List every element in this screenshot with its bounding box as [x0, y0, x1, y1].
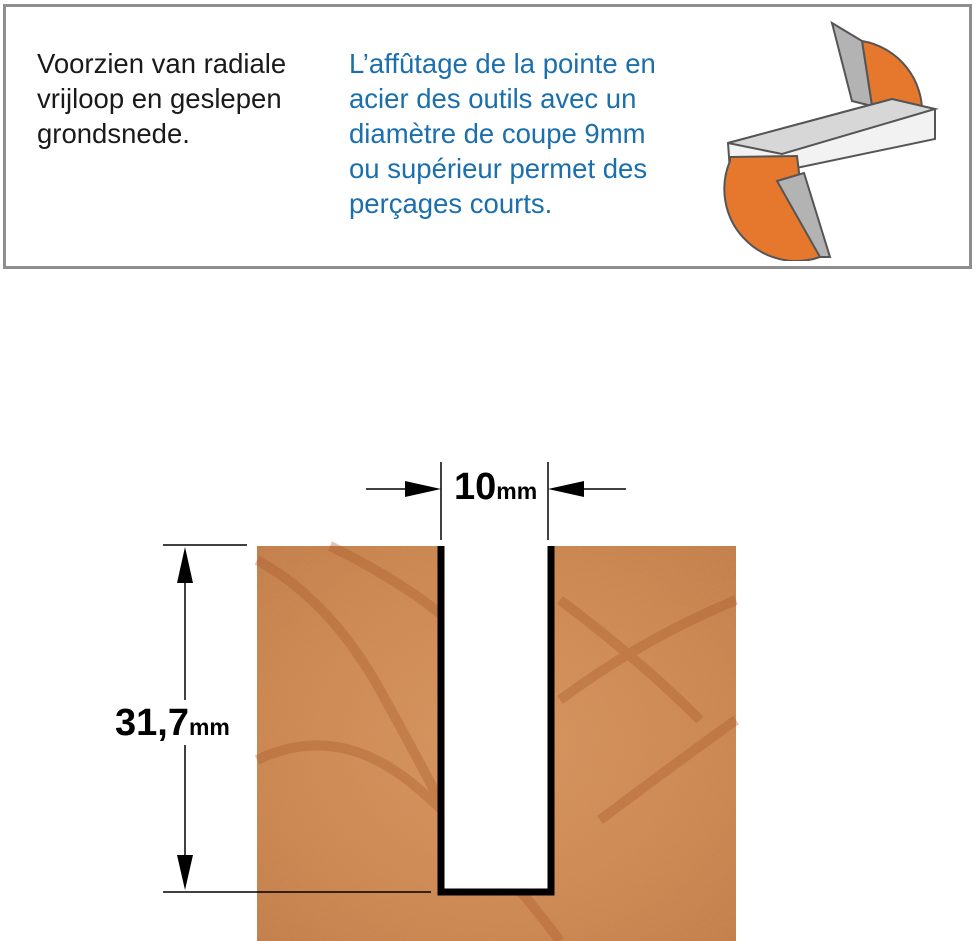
width-value: 10: [454, 466, 497, 508]
depth-unit: mm: [188, 714, 230, 740]
description-french: L’affûtage de la pointe en acier des outils avec un diamètre de coupe 9mm ou supérieur permet des perçages courts.: [349, 48, 656, 219]
groove-slot: [441, 546, 551, 892]
depth-value: 31,7: [115, 702, 189, 744]
width-unit: mm: [496, 478, 538, 504]
depth-dimension-label: [115, 702, 230, 745]
description-dutch: Voorzien van radiale vrijloop en geslepen grondsnede.: [37, 48, 287, 149]
width-dimension-label: [454, 466, 537, 509]
